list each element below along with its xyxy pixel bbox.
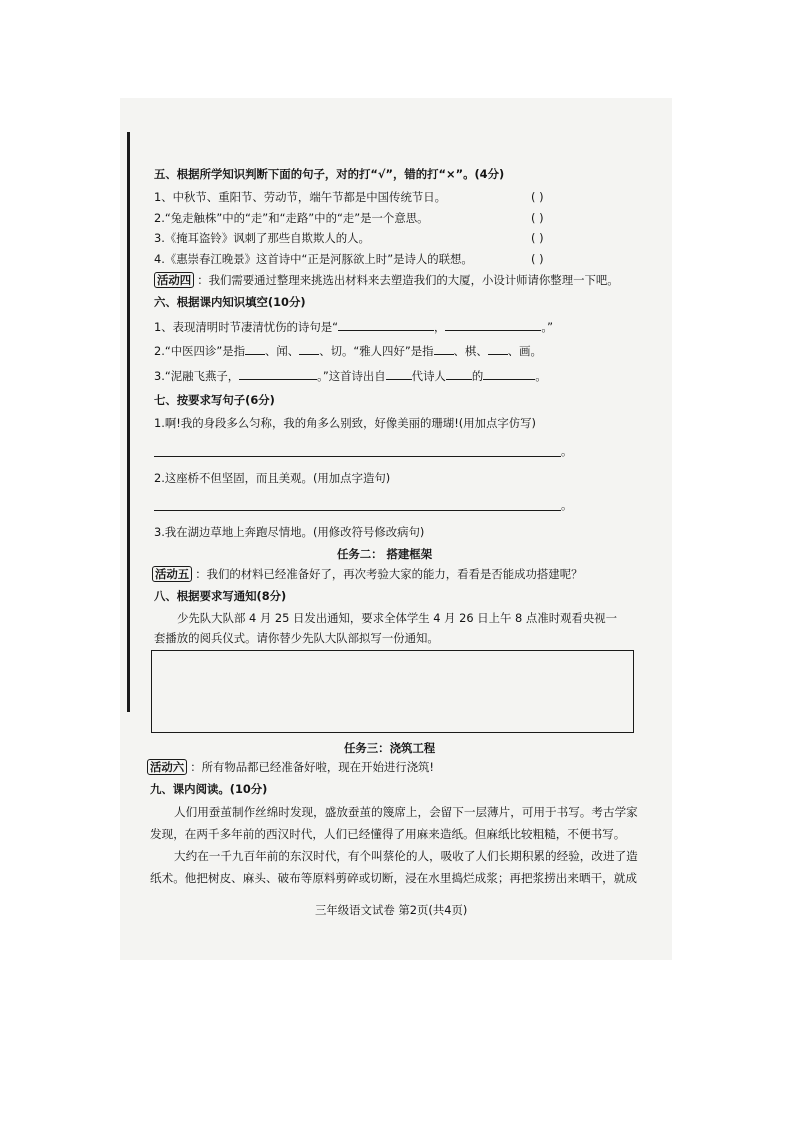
- activity-5-line: [152, 566, 582, 582]
- answer-paren-3[interactable]: ( ): [531, 231, 544, 245]
- fill-q1-prefix: 1、表现清明时节凄清忧伤的诗句是“: [154, 320, 339, 334]
- judge-item-2: 2.“兔走触株”中的“走”和“走路”中的“走”是一个意思。: [154, 211, 429, 225]
- reading-p2-line1: 大约在一千九百年前的东汉时代，有个叫蔡伦的人，吸收了人们长期积累的经验，改进了造: [174, 849, 638, 863]
- answer-paren-2[interactable]: ( ): [531, 211, 544, 225]
- fill-blank[interactable]: [445, 318, 541, 331]
- page-footer: 三年级语文试卷 第2页(共4页): [315, 903, 468, 917]
- judge-item-1: 1、中秋节、重阳节、劳动节，端午节都是中国传统节日。: [154, 190, 447, 204]
- answer-paren-4[interactable]: ( ): [531, 252, 544, 266]
- answer-line-period: 。: [561, 444, 573, 458]
- fill-blank[interactable]: [338, 318, 434, 331]
- answer-line-period: 。: [561, 498, 573, 512]
- section-7-heading: 七、按要求写句子(6分): [154, 393, 275, 407]
- fill-q1-suffix: 。”: [541, 320, 554, 334]
- section-5-heading: 五、根据所学知识判断下面的句子，对的打“√”，错的打“×”。(4分): [154, 167, 505, 181]
- activity-6-badge: 活动六: [147, 759, 187, 775]
- fill-q2: [154, 342, 542, 359]
- fill-blank[interactable]: [239, 367, 317, 380]
- fill-q3-text: 的: [471, 369, 484, 383]
- answer-paren-1[interactable]: ( ): [531, 190, 544, 204]
- section-8-heading: 八、根据要求写通知(8分): [154, 589, 287, 603]
- notice-writing-box[interactable]: [151, 650, 634, 733]
- rewrite-q1: 1.啊!我的身段多么匀称，我的角多么别致，好像美丽的珊瑚!(用加点字仿写): [154, 416, 536, 430]
- judge-item-4: 4.《惠崇春江晚景》这首诗中“正是河豚欲上时”是诗人的联想。: [154, 252, 473, 266]
- fill-blank[interactable]: [488, 342, 508, 355]
- fill-blank[interactable]: [386, 367, 412, 380]
- activity-4-text: ：我们需要通过整理来挑选出材料来去塑造我们的大厦，小设计师请你整理一下吧。: [197, 273, 619, 287]
- notice-prompt-line-2: 套播放的阅兵仪式。请你替少先队大队部拟写一份通知。: [154, 631, 439, 645]
- fill-q2-text: 2.“中医四诊”是指: [154, 344, 246, 358]
- activity-6-line: [147, 759, 434, 775]
- task-3-title: 任务三：浇筑工程: [344, 741, 436, 755]
- activity-4-line: [154, 272, 619, 288]
- rewrite-q2: 2.这座桥不但坚固，而且美观。(用加点字造句): [154, 471, 391, 485]
- fill-q2-text: 、闻、: [265, 344, 300, 358]
- fill-blank[interactable]: [446, 367, 472, 380]
- fill-q1: [154, 318, 553, 335]
- section-9-heading: 九、课内阅读。(10分): [150, 782, 268, 796]
- fill-q2-text: 、棋、: [453, 344, 488, 358]
- section-6-heading: 六、根据课内知识填空(10分): [154, 295, 306, 309]
- reading-p1-line2: 发现，在两千多年前的西汉时代，人们已经懂得了用麻来造纸。但麻纸比较粗糙，不便书写。: [150, 827, 626, 841]
- judge-item-3: 3.《掩耳盗铃》讽刺了那些自欺欺人的人。: [154, 231, 370, 245]
- activity-6-text: ：所有物品都已经准备好啦，现在开始进行浇筑!: [190, 760, 434, 774]
- activity-5-badge: 活动五: [152, 566, 192, 582]
- fill-q3-text: 3.“泥融飞燕子，: [154, 369, 240, 383]
- activity-4-badge: 活动四: [154, 272, 194, 288]
- rewrite-q3: 3.我在湖边草地上奔跑尽情地。(用修改符号修改病句): [154, 525, 425, 539]
- fill-blank[interactable]: [299, 342, 319, 355]
- notice-prompt-line-1: 少先队大队部 4 月 25 日发出通知，要求全体学生 4 月 26 日上午 8 点准时观看央视一: [177, 611, 618, 625]
- fill-q2-text: 、画。: [507, 344, 542, 358]
- reading-p1-line1: 人们用蚕茧制作丝绵时发现，盛放蚕茧的篾席上，会留下一层薄片，可用于书写。考古学家: [174, 805, 638, 819]
- fill-q3-text: 。”这首诗出自: [317, 369, 386, 383]
- binding-edge: [127, 132, 130, 712]
- fill-q1-mid: ，: [434, 320, 446, 334]
- fill-q3-text: 。: [535, 369, 547, 383]
- fill-q3: [154, 367, 547, 384]
- reading-p2-line2: 纸术。他把树皮、麻头、破布等原料剪碎或切断，浸在水里捣烂成浆；再把浆捞出来晒干，就成: [150, 871, 637, 885]
- fill-blank[interactable]: [483, 367, 535, 380]
- fill-q3-text: 代诗人: [411, 369, 446, 383]
- fill-blank[interactable]: [245, 342, 265, 355]
- fill-q2-text: 、切。“雅人四好”是指: [319, 344, 434, 358]
- answer-line[interactable]: [154, 456, 561, 457]
- fill-blank[interactable]: [434, 342, 454, 355]
- answer-line[interactable]: [154, 510, 561, 511]
- activity-5-text: ：我们的材料已经准备好了，再次考验大家的能力，看看是否能成功搭建呢？: [195, 567, 583, 581]
- task-2-title: 任务二： 搭建框架: [337, 547, 433, 561]
